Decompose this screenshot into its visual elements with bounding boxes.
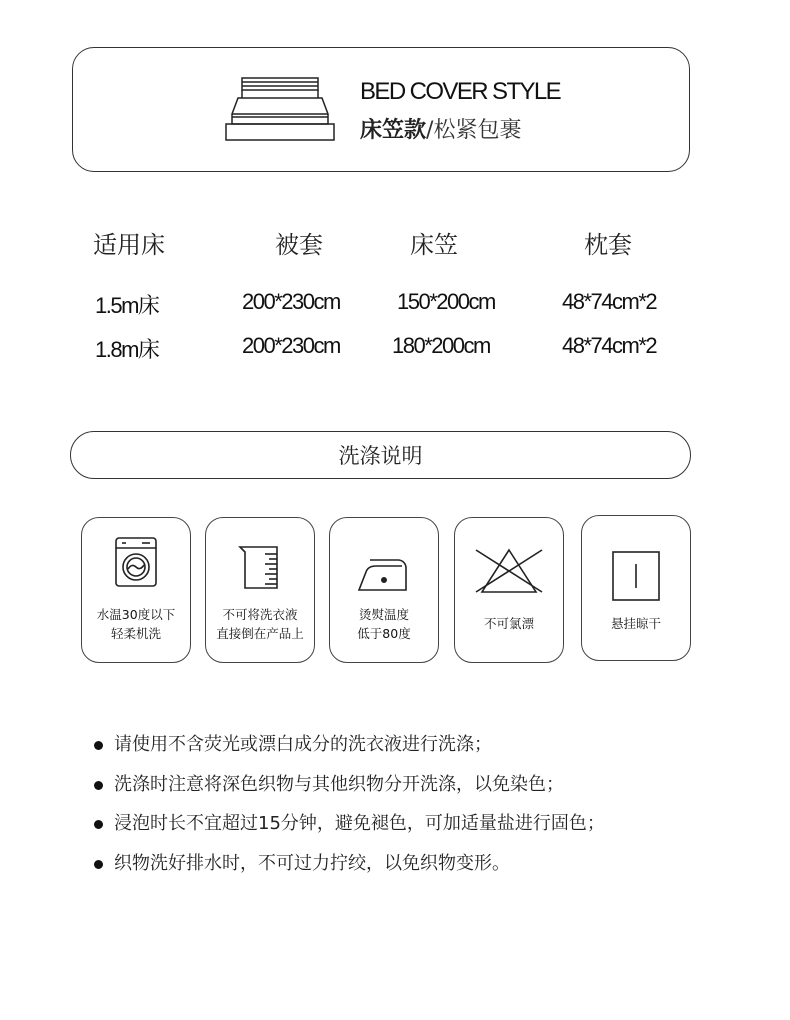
style-title-cn-sep: /: [426, 118, 434, 143]
style-title-cn-light: 松紧包裹: [433, 118, 522, 143]
care-label: 轻柔机洗: [110, 626, 161, 641]
list-item: 织物洗好排水时，不可过力拧绞，以免织物变形。: [94, 849, 605, 889]
style-title-cn-bold: 床笠款: [360, 118, 427, 143]
table-cell: 48*74cm*2: [562, 289, 657, 314]
style-title-cn: [360, 113, 521, 144]
care-label: 不可氯漂: [483, 616, 534, 631]
care-notes-list: [94, 730, 605, 888]
care-label: 烫熨温度: [358, 607, 409, 622]
care-label: 直接倒在产品上: [216, 626, 304, 641]
table-cell: 200*230cm: [242, 333, 340, 358]
style-header-box: [72, 47, 690, 172]
table-cell: 48*74cm*2: [562, 333, 657, 358]
style-title-en: BED COVER STYLE: [360, 78, 561, 105]
iron-icon: [356, 554, 412, 592]
care-card-ironing: [329, 517, 439, 663]
header-bed-size: 适用床: [93, 231, 165, 259]
table-cell: 1.5m床: [95, 293, 159, 318]
care-card-no-direct-detergent: [205, 517, 315, 663]
bed-icon: [224, 76, 336, 144]
header-fitted-sheet: 床笠: [410, 231, 458, 259]
care-label: 悬挂晾干: [610, 616, 661, 631]
care-label: 低于80度: [357, 626, 411, 641]
table-cell: 1.8m床: [95, 337, 159, 362]
care-card-hang-dry: [581, 515, 691, 661]
care-card-machine-wash: [81, 517, 191, 663]
table-cell: 200*230cm: [242, 289, 340, 314]
list-item: 请使用不含荧光或漂白成分的洗衣液进行洗涤；: [94, 730, 605, 770]
table-cell: 180*200cm: [392, 333, 490, 358]
no-bleach-icon: [472, 546, 546, 596]
measuring-cup-icon: [237, 544, 283, 592]
care-label: 不可将洗衣液: [222, 607, 298, 622]
care-label: 水温30度以下: [96, 607, 176, 622]
washing-instructions-title: 洗涤说明: [70, 431, 691, 479]
washing-machine-icon: [114, 536, 158, 588]
header-duvet-cover: 被套: [275, 231, 323, 259]
list-item: 洗涤时注意将深色织物与其他织物分开洗涤，以免染色；: [94, 770, 605, 810]
hang-dry-icon: [611, 550, 661, 602]
table-cell: 150*200cm: [397, 289, 495, 314]
care-card-no-bleach: [454, 517, 564, 663]
list-item: 浸泡时长不宜超过15分钟，避免褪色，可加适量盐进行固色；: [94, 809, 605, 849]
header-pillowcase: 枕套: [584, 231, 632, 259]
